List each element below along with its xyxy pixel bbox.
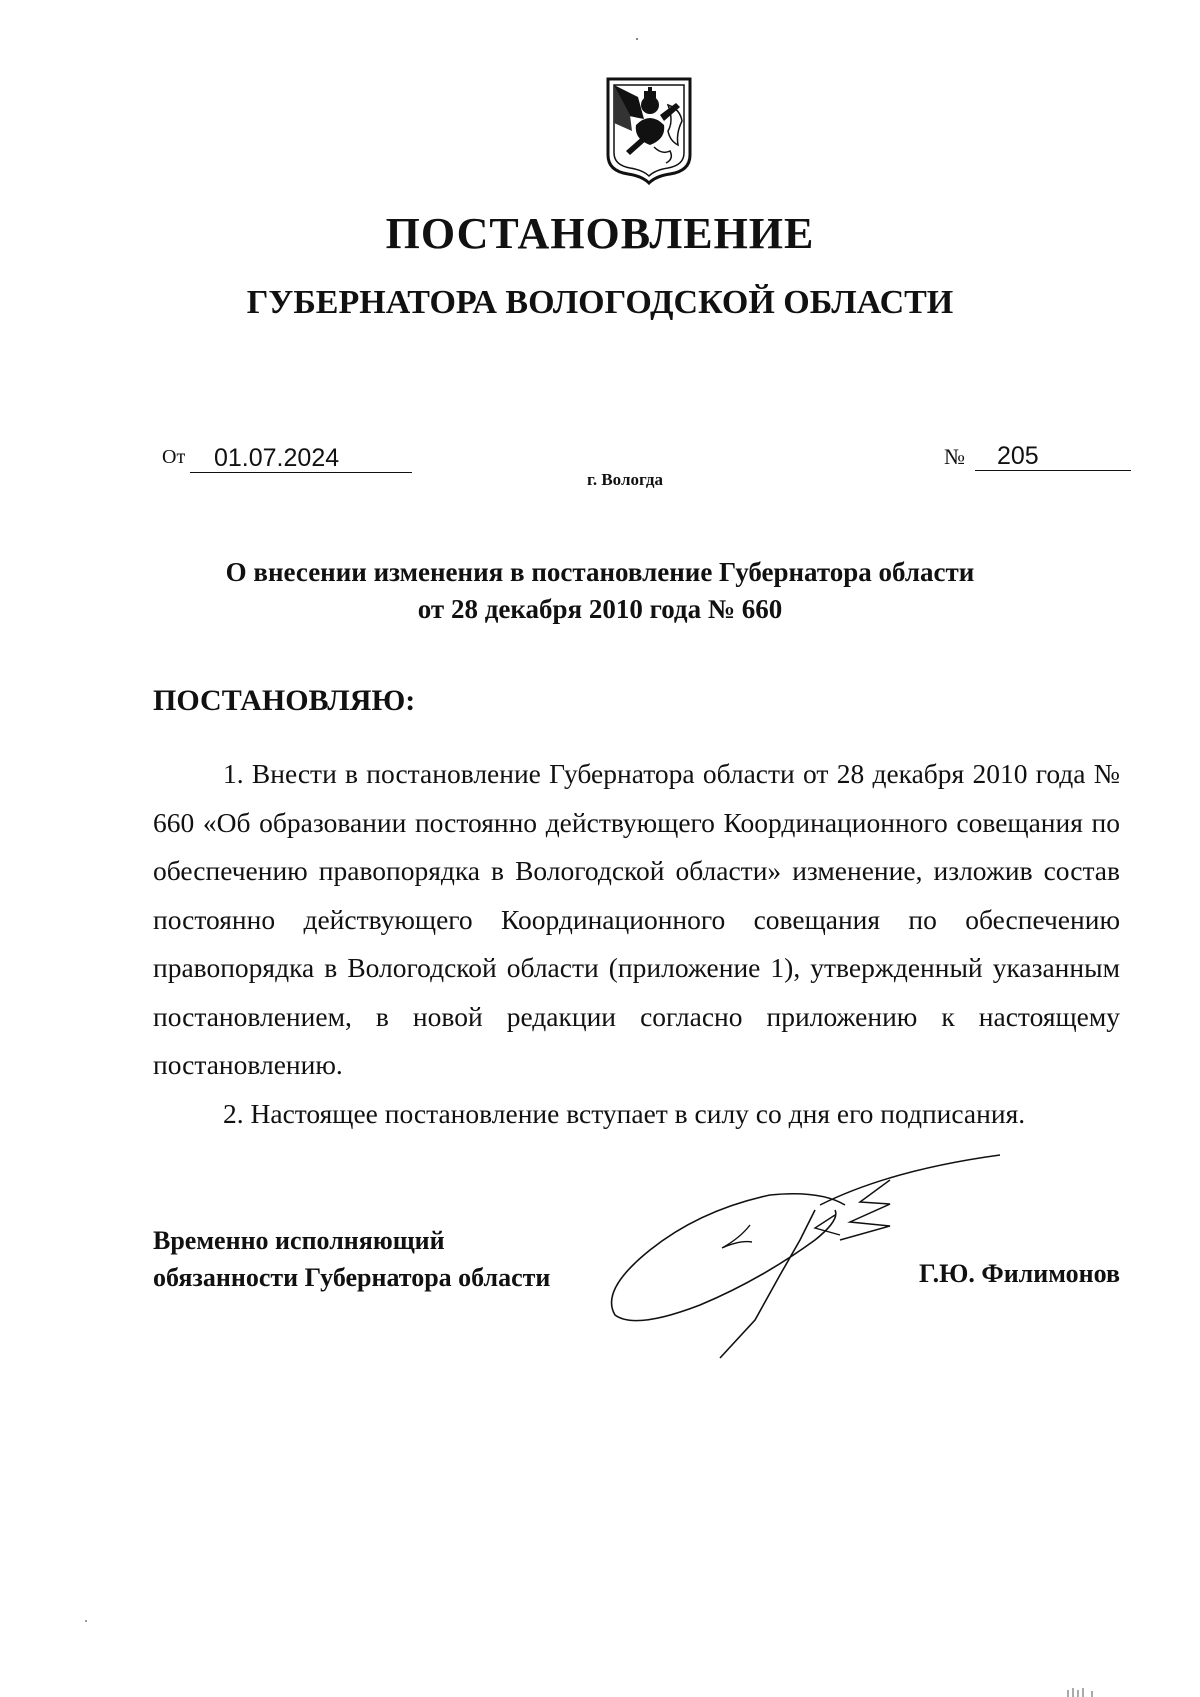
body-item-2: 2. Настоящее постановление вступает в силу со дня его подписания. bbox=[223, 1097, 1026, 1129]
scan-edge-marks bbox=[1065, 1688, 1095, 1697]
signatory-position-line-1: Временно исполняющий bbox=[153, 1226, 445, 1255]
number-prefix: № bbox=[944, 444, 965, 469]
signatory-position bbox=[153, 1222, 550, 1296]
decree-word: ПОСТАНОВЛЯЮ: bbox=[153, 684, 416, 717]
subject-line-2: от 28 декабря 2010 года № 660 bbox=[417, 594, 783, 624]
date-prefix: От bbox=[162, 446, 186, 468]
issuer-heading: ГУБЕРНАТОРА ВОЛОГОДСКОЙ ОБЛАСТИ bbox=[246, 284, 954, 321]
document-type-heading: ПОСТАНОВЛЕНИЕ bbox=[385, 209, 815, 258]
subject-line-1: О внесении изменения в постановление Губернатора области bbox=[225, 557, 975, 587]
coat-of-arms-icon bbox=[604, 75, 694, 187]
scan-speck bbox=[85, 1620, 87, 1622]
signatory-position-line-2: обязанности Губернатора области bbox=[153, 1263, 551, 1292]
city-name: г. Вологда bbox=[587, 470, 663, 489]
document-body bbox=[153, 750, 1120, 1138]
document-date: 01.07.2024 bbox=[190, 444, 412, 473]
signatory-name: Г.Ю. Филимонов bbox=[918, 1259, 1120, 1288]
handwritten-signature bbox=[590, 1140, 1010, 1360]
body-item-1: 1. Внести в постановление Губернатора области от 28 декабря 2010 года № 660 «Об образовании постоянно действующего Координационного совещания по обеспечению правопорядка в Вологодской области» изменение, изложив состав постоянно действующего Координационного совещания по обеспечению правопорядка в Вологодской области (приложение 1), утвержденный указанным постановлением, в новой редакции согласно приложению к настоящему постановлению. bbox=[153, 758, 1120, 1080]
document-number: 205 bbox=[975, 442, 1131, 471]
document-subject bbox=[0, 554, 1200, 628]
scan-speck bbox=[636, 38, 638, 40]
